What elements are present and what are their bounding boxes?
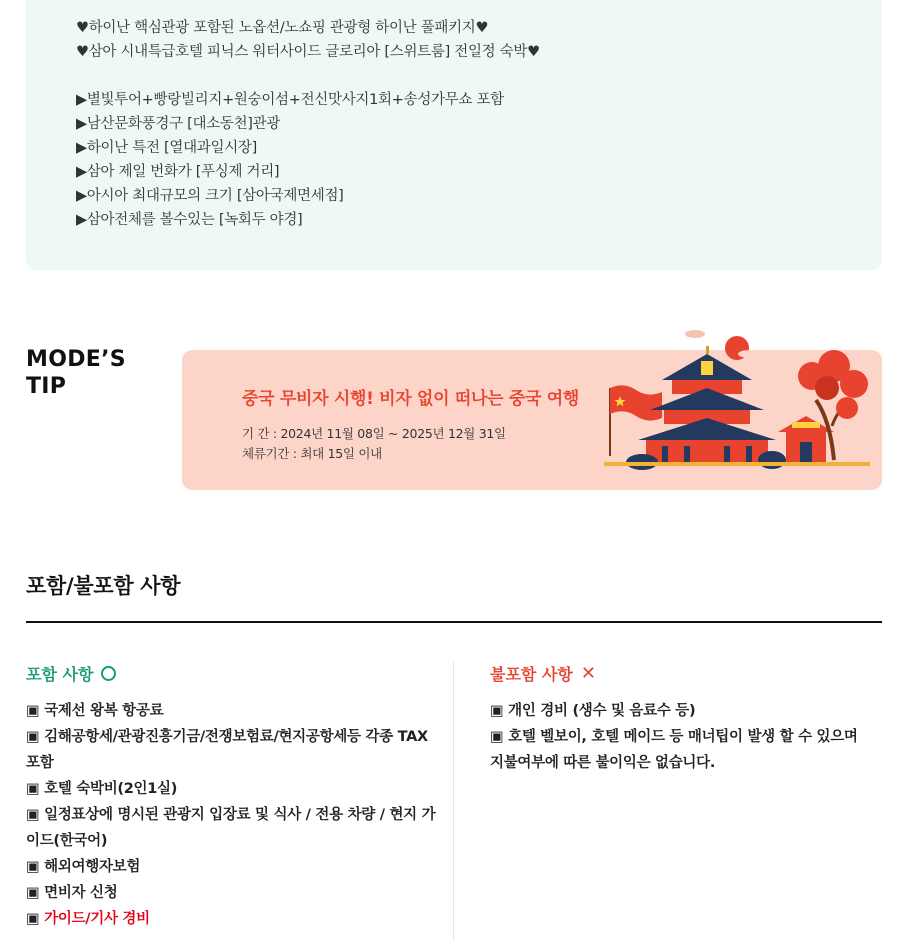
tip-banner [182,350,882,490]
list-item: ▣ 일정표상에 명시된 관광지 입장료 및 식사 / 전용 차량 / 현지 가이드(한국어) [26,807,436,849]
list-item: ▣ 면비자 신청 [26,885,118,901]
cloud-icon [685,330,705,338]
excluded-heading-label: 불포함 사항 [490,665,573,684]
close-icon: ✕ [580,662,596,684]
tip-period: 기 간 : 2024년 11월 08일 ~ 2025년 12월 31일 [242,426,506,441]
tip-title [26,346,126,400]
list-item: ▣ 국제선 왕복 항공료 [26,703,164,719]
china-temple-illustration [602,326,872,476]
circle-icon [101,666,116,681]
column-divider [453,662,454,940]
list-item: ▣ 김해공항세/관광진흥기금/전쟁보험료/현지공항세등 각종 TAX 포함 [26,729,428,771]
highlight-line: ▶남산문화풍경구 [대소동천]관광 [76,116,281,132]
list-item: ▣ 호텔 숙박비(2인1실) [26,781,178,797]
list-item: ▣ 호텔 벨보이, 호텔 메이드 등 매너팁이 발생 할 수 있으며 지불여부에 따른 불이익은 없습니다. [490,729,858,771]
included-heading-label: 포함 사항 [26,665,94,684]
tip-title-line: TIP [26,374,67,399]
highlight-line: ♥삼아 시내특급호텔 피닉스 워터사이드 글로리아 [스위트룸] 전일정 숙박♥ [76,44,540,60]
tip-stay: 체류기간 : 최대 15일 이내 [242,446,382,461]
ground-line [604,462,870,466]
highlight-line: ♥하이난 핵심관광 포함된 노옵션/노쇼핑 관광형 하이난 풀패키지♥ [76,20,489,36]
highlight-line: ▶삼아전체를 볼수있는 [녹회두 야경] [76,212,303,228]
excluded-heading [490,662,596,685]
highlight-line: ▶삼아 제일 번화가 [푸싱제 거리] [76,164,280,180]
included-list [26,698,446,932]
list-item-emphasis: 가이드/기사 경비 [44,911,150,927]
tip-headline: 중국 무비자 시행! 비자 없이 떠나는 중국 여행 [242,389,579,409]
list-item: ▣ 개인 경비 (생수 및 음료수 등) [490,703,696,719]
list-item-prefix: ▣ [26,911,45,927]
included-heading [26,662,116,685]
excluded-list [490,698,870,776]
highlight-line: ▶하이난 특전 [열대과일시장] [76,140,257,156]
list-item: ▣ 해외여행자보험 [26,859,141,875]
list-item [26,906,446,932]
highlight-line: ▶별빛투어+빵랑빌리지+원숭이섬+전신맛사지1회+송성가무쇼 포함 [76,92,504,108]
highlight-line: ▶아시아 최대규모의 크기 [삼아국제면세점] [76,188,344,204]
tip-title-line: MODE’S [26,347,126,372]
section-divider [26,621,882,623]
section-title: 포함/불포함 사항 [26,574,181,598]
